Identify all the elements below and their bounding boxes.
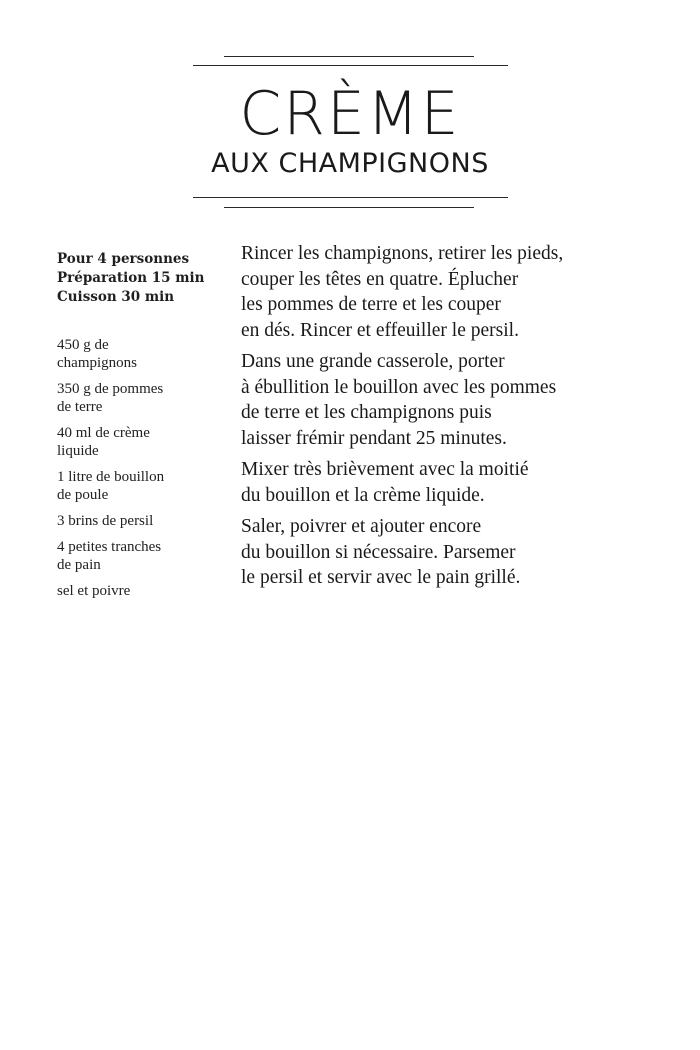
header-rule-top-outer (224, 56, 474, 57)
ingredient-item (57, 380, 227, 416)
instruction-line: à ébullition le bouillon avec les pommes (241, 376, 557, 398)
ingredient-item (57, 582, 227, 600)
instruction-step (241, 457, 651, 508)
instruction-step (241, 241, 651, 343)
instruction-line: couper les têtes en quatre. Éplucher (241, 268, 519, 290)
instruction-line: Saler, poivrer et ajouter encore (241, 516, 482, 537)
header-rule-bottom-inner (193, 197, 508, 198)
instruction-line: de terre et les champignons puis (241, 402, 492, 423)
ingredient-line: de pain (57, 557, 101, 573)
instruction-step (241, 514, 651, 591)
recipe-subtitle: AUX CHAMPIGNONS (211, 148, 489, 179)
ingredient-line: liquide (57, 443, 99, 459)
ingredient-line: 350 g de pommes (57, 381, 164, 397)
ingredient-line: 3 brins de persil (57, 513, 154, 529)
ingredient-line: 40 ml de crème (57, 425, 150, 441)
instruction-step (241, 349, 651, 451)
instruction-line: les pommes de terre et les couper (241, 294, 501, 315)
instruction-line: Mixer très brièvement avec la moitié (241, 459, 529, 480)
recipe-meta (57, 250, 227, 307)
instruction-line: laisser frémir pendant 25 minutes. (241, 427, 507, 449)
ingredient-item (57, 424, 227, 460)
instruction-line: Rincer les champignons, retirer les pieds, (241, 243, 564, 264)
ingredient-item (57, 468, 227, 504)
instruction-line: du bouillon si nécessaire. Parsemer (241, 541, 516, 563)
servings-text: Pour 4 personnes (57, 251, 190, 267)
ingredient-line: champignons (57, 355, 137, 371)
ingredient-item (57, 538, 227, 574)
prep-time-text: Préparation 15 min (57, 270, 205, 286)
instruction-line: en dés. Rincer et effeuiller le persil. (241, 319, 519, 341)
instruction-line: le persil et servir avec le pain grillé. (241, 567, 521, 588)
instructions (241, 241, 651, 597)
ingredient-line: de poule (57, 487, 109, 503)
instruction-line: Dans une grande casserole, porter (241, 351, 505, 372)
header-rule-bottom-outer (224, 207, 474, 208)
ingredient-item (57, 512, 227, 530)
ingredient-line: de terre (57, 399, 103, 415)
cook-time-text: Cuisson 30 min (57, 289, 175, 305)
header-rule-top-inner (193, 65, 508, 66)
ingredient-line: 450 g de (57, 337, 109, 353)
ingredient-item (57, 336, 227, 372)
instruction-line: du bouillon et la crème liquide. (241, 484, 485, 506)
ingredient-list (57, 336, 227, 608)
recipe-title: CRÈME (239, 79, 461, 149)
ingredient-line: sel et poivre (57, 583, 131, 599)
ingredient-line: 4 petites tranches (57, 539, 162, 555)
ingredient-line: 1 litre de bouillon (57, 469, 165, 485)
